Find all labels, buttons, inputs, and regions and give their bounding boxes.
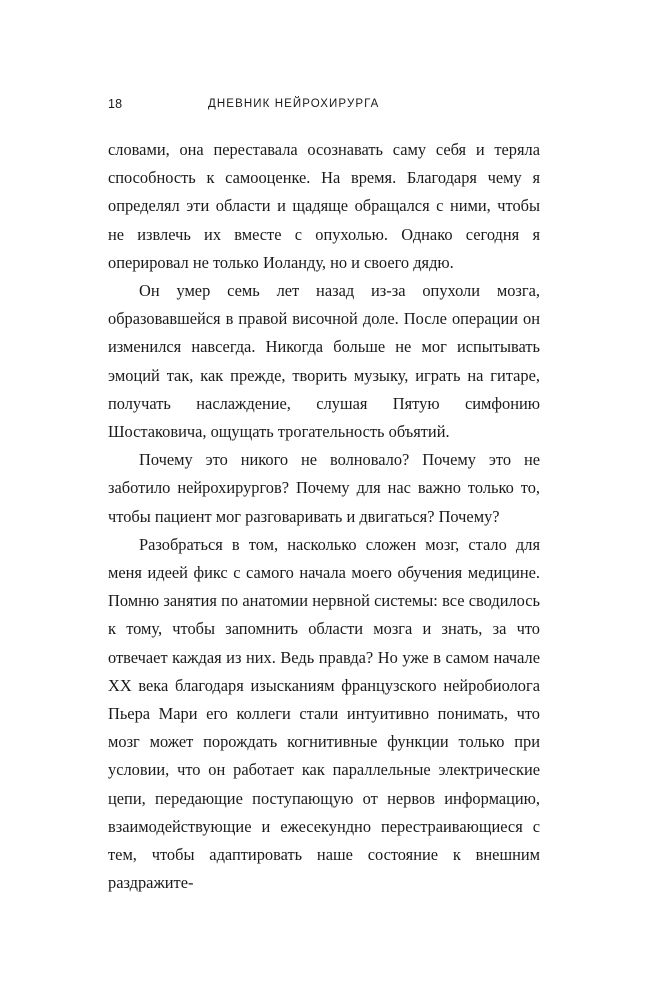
running-title: ДНЕВНИК НЕЙРОХИРУРГА	[208, 98, 380, 110]
page-header	[108, 96, 538, 112]
paragraph-3: Почему это никого не волновало? Почему это не заботило нейрохирургов? Почему для нас важно только то, чтобы пациент мог разговаривать и двигаться? Почему?	[108, 450, 540, 526]
body-text	[108, 136, 540, 897]
paragraph-1: словами, она переставала осознавать саму себя и теряла способность к самооценке. На время. Благодаря чему я определял эти области и щадяще обращался с ними, чтобы не извлечь их вместе с опухолью. Однако сегодня я оперировал не только Иоланду, но и своего дядю.	[108, 140, 540, 272]
page-number: 18	[108, 97, 123, 111]
paragraph-2: Он умер семь лет назад из-за опухоли мозга, образовавшейся в правой височной доле. После операции он изменился навсегда. Никогда больше не мог испытывать эмоций так, как прежде, творить музыку, играть на гитаре, получать наслаждение, слушая Пятую симфонию Шостаковича, ощущать трогательность объятий.	[108, 281, 540, 442]
paragraph-4: Разобраться в том, насколько сложен мозг, стало для меня идеей фикс с самого начала моего обучения медицине. Помню занятия по анатомии нервной системы: все сводилось к тому, чтобы запомнить области мозга и знать, за что отвечает каждая из них. Ведь правда? Но уже в самом начале XX века благодаря изысканиям французского нейробиолога Пьера Мари его коллеги стали интуитивно понимать, что мозг может порождать когнитивные функции только при условии, что он работает как параллельные электрические цепи, передающие поступающую от нервов информацию, взаимодействующие и ежесекундно перестраивающиеся с тем, чтобы адаптировать наше состояние к внешним раздражите-	[108, 534, 540, 893]
